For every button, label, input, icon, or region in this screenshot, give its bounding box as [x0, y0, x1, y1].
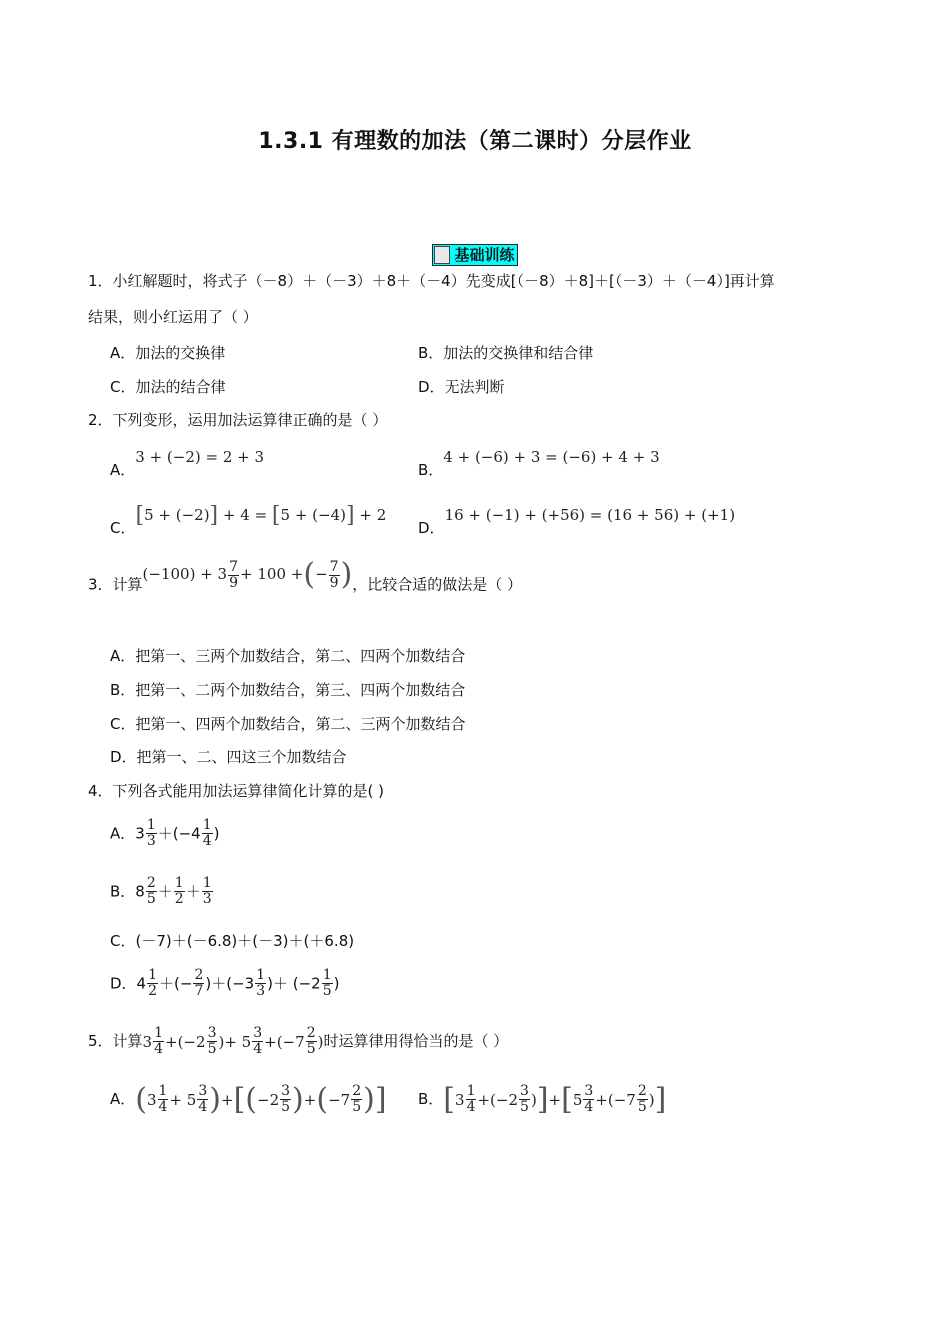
q3-expression: (−100) + 3 $\frac{7}{9}$ + 100 +(− $\frac{7}{9}$ ) [142, 557, 353, 592]
q2-c-part2: + 4 = [222, 506, 268, 524]
q2-option-d-label: D． [418, 518, 445, 537]
q4-a-end: ) [213, 824, 220, 843]
q4-d-part-1: ＋(− [159, 974, 193, 993]
q3-option-d: D．把第一、二、四这三个加数结合 [110, 748, 347, 766]
q4-d-fraction-2: $\frac{2}{7}$ [194, 967, 204, 999]
q4-d-fraction-1: $\frac{1}{2}$ [148, 967, 158, 999]
q5-b-fraction-1: $\frac{1}{4}$ [466, 1083, 476, 1115]
q2-c-part1: 5 + (−2) [144, 506, 210, 524]
q4-b-fraction-1: $\frac{2}{5}$ [146, 875, 156, 907]
q5-a-fraction-2: $\frac{3}{4}$ [198, 1083, 208, 1115]
q5-option-a [110, 1081, 387, 1117]
q5-a-fraction-1: $\frac{1}{4}$ [158, 1083, 168, 1115]
q5-b-fraction-3: $\frac{3}{4}$ [584, 1083, 594, 1115]
q3-option-a: A．把第一、三两个加数结合，第二、四两个加数结合 [110, 647, 466, 665]
q5-stem [88, 1026, 508, 1057]
q5-fraction-4: $\frac{2}{5}$ [306, 1025, 316, 1057]
q2-option-a-label: A． [110, 460, 136, 479]
q4-d-label: D．4 [110, 974, 147, 993]
q2-c-part3: 5 + (−4) [280, 506, 346, 524]
checkbox-icon [434, 246, 450, 264]
q5-a-expression: (3 $\frac{1}{4}$ + 5 $\frac{3}{4}$ )+[(−2 $\frac{3}{5}$ )+(−7 $\frac{2}{5}$ )] [135, 1081, 387, 1117]
section-label: 基础训练 [454, 246, 515, 264]
q4-option-c: C．(－7)＋(－6.8)＋(－3)＋(＋6.8) [110, 932, 355, 950]
q2-option-b-label: B． [418, 460, 444, 479]
q5-b-fraction-4: $\frac{2}{5}$ [637, 1083, 647, 1115]
q4-a-fraction-2: $\frac{1}{4}$ [202, 817, 212, 849]
q1-stem-line1: 1．小红解题时，将式子（－8）＋（－3）＋8＋（－4）先变成[（－8）＋8]＋[（－3）＋（－4）]再计算 [88, 272, 775, 290]
q4-option-a [110, 818, 219, 849]
q4-a-fraction-1: $\frac{1}{3}$ [146, 817, 156, 849]
q2-option-d [418, 506, 736, 537]
q4-stem: 4．下列各式能用加法运算律简化计算的是( ) [88, 782, 385, 800]
q5-stem-post: 时运算律用得恰当的是（ ） [323, 1032, 509, 1050]
q2-option-d-expr: 16 + (−1) + (+56) = (16 + 56) + (+1) [444, 506, 736, 524]
q5-fraction-1: $\frac{1}{4}$ [154, 1025, 164, 1057]
q2-option-c [110, 503, 387, 537]
q5-b-expression: [3 $\frac{1}{4}$ +(−2 $\frac{3}{5}$ )]+[5 $\frac{3}{4}$ +(−7 $\frac{2}{5}$ )] [443, 1081, 667, 1117]
q3-fraction-2: $\frac{7}{9}$ [329, 558, 339, 591]
q2-option-b [418, 448, 660, 479]
q3-stem [88, 557, 523, 605]
q5-a-fraction-3: $\frac{3}{5}$ [281, 1083, 291, 1115]
q1-option-a: A．加法的交换律 [110, 344, 226, 362]
q2-option-b-expr: 4 + (−6) + 3 = (−6) + 4 + 3 [443, 448, 660, 466]
q4-d-part-3: )＋ (−2 [267, 974, 321, 993]
q3-option-b: B．把第一、二两个加数结合，第三、四两个加数结合 [110, 681, 466, 699]
q5-b-label: B． [418, 1090, 444, 1108]
q4-d-part-4: ) [333, 974, 340, 993]
q4-d-part-2: )＋(−3 [205, 974, 255, 993]
page-title: 1.3.1 有理数的加法（第二课时）分层作业 [258, 129, 692, 154]
q4-d-fraction-4: $\frac{1}{5}$ [322, 967, 332, 999]
q1-option-d: D．无法判断 [418, 378, 505, 396]
q5-b-fraction-2: $\frac{3}{5}$ [520, 1083, 529, 1115]
q4-b-plus-1: ＋ [157, 882, 173, 901]
section-header [0, 244, 950, 268]
q5-expression: 3 $\frac{1}{4}$ +(−2 $\frac{3}{5}$ )+ 5 $\frac{3}{4}$ +(−7 $\frac{2}{5}$ ) [142, 1025, 324, 1057]
q4-b-label: B．8 [110, 882, 145, 901]
q4-option-b [110, 876, 214, 907]
q2-option-a [110, 448, 265, 479]
q1-option-b: B．加法的交换律和结合律 [418, 344, 594, 362]
q3-expr-part2: + 100 + [240, 565, 304, 583]
q3-expr-minus: − [315, 565, 328, 583]
q4-a-mid: ＋(−4 [157, 824, 201, 843]
q4-d-fraction-3: $\frac{1}{3}$ [256, 967, 266, 999]
q4-option-d [110, 968, 340, 999]
q4-b-fraction-2: $\frac{1}{2}$ [174, 875, 184, 907]
q2-option-c-label: C． [110, 518, 136, 537]
q2-option-c-expr: [5 + (−2)] + 4 = [5 + (−4)] + 2 [135, 503, 387, 528]
q3-stem-post: ，比较合适的做法是（ ） [352, 575, 523, 594]
q5-stem-pre: 5．计算 [88, 1032, 143, 1050]
q3-option-c: C．把第一、四两个加数结合，第二、三两个加数结合 [110, 715, 466, 733]
q5-option-b [418, 1081, 667, 1117]
q2-option-a-expr: 3 + (−2) = 2 + 3 [135, 448, 265, 466]
q4-b-fraction-3: $\frac{1}{3}$ [202, 875, 212, 907]
q2-c-part4: + 2 [359, 506, 387, 524]
q5-fraction-2: $\frac{3}{5}$ [207, 1025, 217, 1057]
q3-stem-pre: 3．计算 [88, 575, 143, 594]
q3-fraction-1: $\frac{7}{9}$ [229, 558, 239, 591]
q1-stem-line2: 结果，则小红运用了（ ） [88, 308, 258, 326]
q3-expr-part1: (−100) + 3 [142, 565, 228, 583]
section-badge [432, 244, 517, 266]
q4-a-label: A．3 [110, 824, 145, 843]
q4-b-plus-2: ＋ [185, 882, 201, 901]
q2-stem: 2．下列变形，运用加法运算律正确的是（ ） [88, 411, 388, 429]
q1-option-c: C．加法的结合律 [110, 378, 226, 396]
q5-fraction-3: $\frac{3}{4}$ [253, 1025, 263, 1057]
q5-a-label: A． [110, 1090, 136, 1108]
q5-a-fraction-4: $\frac{2}{5}$ [352, 1083, 362, 1115]
